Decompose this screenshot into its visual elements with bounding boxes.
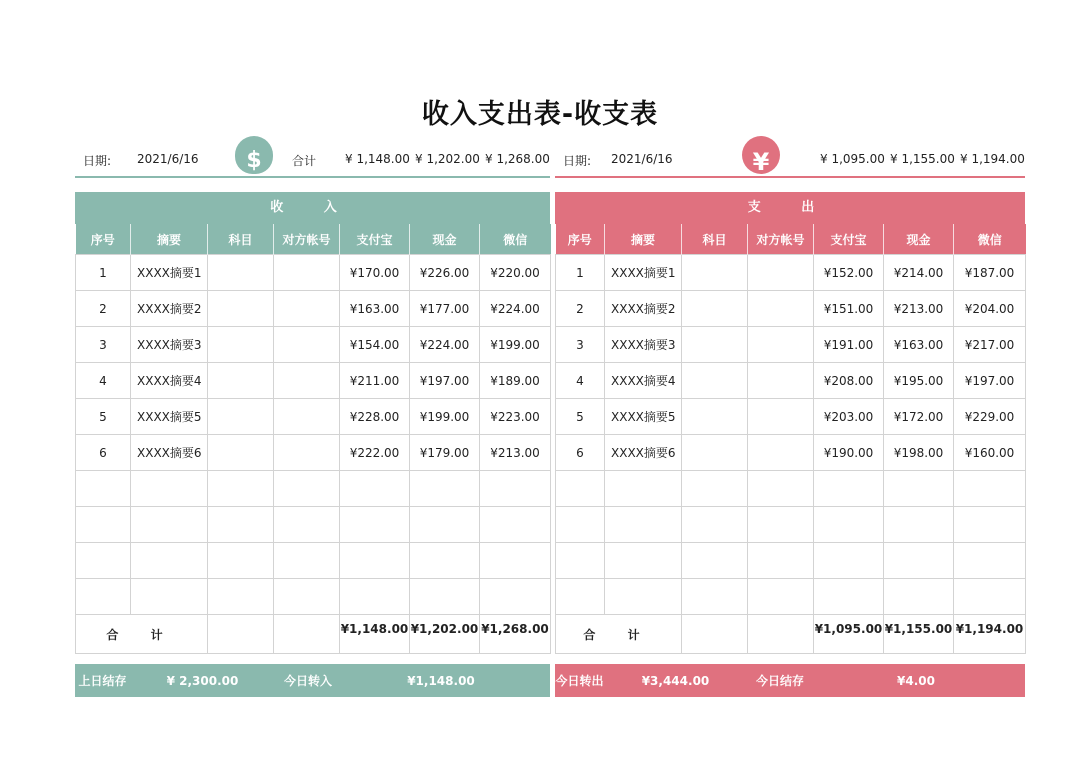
table-cell [274,435,340,471]
table-cell [748,435,814,471]
sum-label: 合 计 [76,615,208,654]
table-cell [814,507,884,543]
table-cell [605,579,682,615]
table-cell: ¥154.00 [340,327,410,363]
expense-divider [555,176,1025,178]
income-header-subject: 科目 [208,224,274,255]
table-cell: XXXX摘要2 [605,291,682,327]
table-cell: 1 [556,255,605,291]
page-title: 收入支出表-收支表 [421,99,659,130]
table-cell [605,543,682,579]
today-out-label: 今日转出 [555,674,604,688]
table-cell [274,327,340,363]
table-cell [556,507,605,543]
table-cell [340,471,410,507]
table-cell: 4 [76,363,131,399]
table-cell: ¥152.00 [814,255,884,291]
table-cell: ¥170.00 [340,255,410,291]
table-cell: ¥151.00 [814,291,884,327]
table-cell: ¥163.00 [340,291,410,327]
table-cell [748,291,814,327]
expense-date: 2021/6/16 [611,152,673,166]
table-cell: 3 [76,327,131,363]
table-row [76,327,551,363]
table-row [556,579,1026,615]
table-cell [682,507,748,543]
table-cell [208,435,274,471]
sum-row [556,615,1026,654]
table-cell [954,471,1026,507]
table-cell: 3 [556,327,605,363]
table-cell: ¥224.00 [410,327,480,363]
table-cell [340,579,410,615]
table-cell: ¥226.00 [410,255,480,291]
income-band: 收 入 [75,192,550,224]
table-cell: ¥211.00 [340,363,410,399]
today-balance-value: ¥4.00 [897,673,935,688]
table-row [76,291,551,327]
income-total-alipay: ¥ 1,148.00 [345,152,410,166]
table-cell: 2 [556,291,605,327]
table-cell [480,543,551,579]
table-cell [748,471,814,507]
table-cell [814,579,884,615]
table-cell: XXXX摘要5 [605,399,682,435]
table-cell: ¥191.00 [814,327,884,363]
sum-row [76,615,551,654]
table-row [76,435,551,471]
income-header-no: 序号 [76,224,131,255]
table-row [76,399,551,435]
income-table [75,224,551,654]
table-cell: ¥189.00 [480,363,551,399]
table-cell [274,255,340,291]
table-cell [884,471,954,507]
table-row [556,507,1026,543]
table-cell [884,507,954,543]
table-cell [682,363,748,399]
table-cell [480,471,551,507]
expense-date-label: 日期: [563,154,592,168]
table-cell [208,327,274,363]
sum-value: ¥1,155.00 [884,615,954,654]
table-cell [682,543,748,579]
yen-glyph: ¥ [752,148,770,176]
table-cell [556,579,605,615]
table-cell: XXXX摘要1 [131,255,208,291]
expense-header-account: 对方帐号 [748,224,814,255]
income-header-wechat: 微信 [503,232,528,247]
table-cell: 6 [556,435,605,471]
table-cell: 6 [76,435,131,471]
expense-section [555,140,1025,654]
table-cell: ¥229.00 [954,399,1026,435]
income-divider [75,176,550,178]
table-cell [208,579,274,615]
table-cell [748,507,814,543]
income-total-wechat: ¥ 1,268.00 [485,152,550,166]
today-in-value: ¥1,148.00 [407,673,475,688]
table-cell: XXXX摘要4 [605,363,682,399]
table-cell [748,327,814,363]
sum-value: ¥1,268.00 [480,615,551,654]
table-cell: ¥203.00 [814,399,884,435]
table-cell [682,579,748,615]
table-cell [274,363,340,399]
table-cell: ¥197.00 [410,363,480,399]
table-cell [208,363,274,399]
expense-total-alipay: ¥ 1,095.00 [820,152,885,166]
sum-value: ¥1,095.00 [814,615,884,654]
income-footer [75,664,550,697]
expense-header-alipay: 支付宝 [814,224,884,255]
table-cell: ¥208.00 [814,363,884,399]
table-cell: ¥172.00 [884,399,954,435]
table-cell: 4 [556,363,605,399]
table-row [556,291,1026,327]
today-out-value: ¥3,444.00 [641,673,710,688]
table-row [76,363,551,399]
table-cell [274,291,340,327]
table-cell [76,543,131,579]
table-cell: ¥177.00 [410,291,480,327]
table-cell: ¥179.00 [410,435,480,471]
expense-header-summary: 摘要 [605,224,682,255]
income-header-cash: 现金 [410,224,480,255]
table-cell: ¥220.00 [480,255,551,291]
table-cell: ¥160.00 [954,435,1026,471]
table-row [76,579,551,615]
table-cell [954,507,1026,543]
table-cell: 5 [76,399,131,435]
table-cell [208,291,274,327]
table-cell: ¥187.00 [954,255,1026,291]
table-cell [274,543,340,579]
sum-empty-cell [748,615,814,654]
table-cell [208,471,274,507]
table-row [76,507,551,543]
table-cell [76,471,131,507]
table-cell: XXXX摘要2 [131,291,208,327]
table-cell: ¥213.00 [480,435,551,471]
table-cell: 2 [76,291,131,327]
money-bag-icon [235,136,273,174]
table-cell: ¥228.00 [340,399,410,435]
table-cell: 5 [556,399,605,435]
sum-empty-cell [682,615,748,654]
table-cell: ¥195.00 [884,363,954,399]
expense-body [556,255,1026,654]
income-total-cash: ¥ 1,202.00 [415,152,480,166]
table-cell: ¥198.00 [884,435,954,471]
table-cell: XXXX摘要5 [131,399,208,435]
table-cell: XXXX摘要6 [605,435,682,471]
sum-value: ¥1,202.00 [410,615,480,654]
table-row [556,363,1026,399]
table-cell [682,327,748,363]
income-header-alipay: 支付宝 [340,224,410,255]
table-cell: ¥224.00 [480,291,551,327]
table-row [76,543,551,579]
table-row [556,471,1026,507]
table-cell: XXXX摘要4 [131,363,208,399]
expense-header-cash: 现金 [884,224,954,255]
table-cell: ¥190.00 [814,435,884,471]
table-cell [131,579,208,615]
table-cell [131,471,208,507]
income-total-label: 合计 [292,154,317,168]
sum-value: ¥1,148.00 [340,615,410,654]
prev-balance-label: 上日结存 [78,673,127,688]
table-cell [131,543,208,579]
table-cell [274,579,340,615]
table-cell [76,507,131,543]
table-cell [954,543,1026,579]
income-header-row [76,224,551,255]
income-header-account: 对方帐号 [274,224,340,255]
table-cell: XXXX摘要1 [605,255,682,291]
expense-total-cash: ¥ 1,155.00 [890,152,955,166]
table-cell: 1 [76,255,131,291]
table-cell [76,579,131,615]
table-row [556,255,1026,291]
expense-band: 支 出 [555,192,1025,224]
table-row [556,327,1026,363]
table-cell: ¥204.00 [954,291,1026,327]
table-cell [814,471,884,507]
table-cell [208,255,274,291]
table-cell [682,399,748,435]
table-cell: ¥163.00 [884,327,954,363]
expense-table [555,224,1026,654]
expense-header-row [556,224,1026,255]
table-cell [748,543,814,579]
table-row [556,399,1026,435]
table-row [556,543,1026,579]
table-cell: ¥199.00 [410,399,480,435]
today-in-label: 今日转入 [283,674,332,688]
table-cell: ¥199.00 [480,327,551,363]
money-bag-glyph: $ [246,148,262,173]
table-cell [274,507,340,543]
income-date: 2021/6/16 [137,152,199,166]
table-row [556,435,1026,471]
table-cell [208,507,274,543]
table-cell [410,579,480,615]
table-cell [682,435,748,471]
table-cell [556,543,605,579]
table-cell: ¥217.00 [954,327,1026,363]
table-cell [954,579,1026,615]
expense-header-no: 序号 [556,224,605,255]
table-cell [682,471,748,507]
table-cell [682,255,748,291]
sum-empty-cell [274,615,340,654]
yen-icon [742,136,780,174]
table-cell: ¥214.00 [884,255,954,291]
table-row [76,471,551,507]
table-cell [605,507,682,543]
table-row [76,255,551,291]
table-cell [410,471,480,507]
table-cell [748,255,814,291]
expense-header-wechat: 微信 [977,232,1002,247]
table-cell [605,471,682,507]
table-cell [556,471,605,507]
expense-footer [555,664,1025,697]
table-cell [884,543,954,579]
expense-date-row [555,140,1025,176]
table-cell [208,543,274,579]
expense-total-wechat: ¥ 1,194.00 [960,152,1025,166]
table-cell [274,399,340,435]
prev-balance-value: ¥ 2,300.00 [166,673,239,688]
table-cell [748,399,814,435]
table-cell [884,579,954,615]
sum-label: 合 计 [556,615,682,654]
table-cell [814,543,884,579]
income-date-label: 日期: [83,154,112,168]
income-date-row [75,140,550,176]
income-header-summary: 摘要 [131,224,208,255]
table-cell [340,507,410,543]
income-section [75,140,550,654]
table-cell [480,507,551,543]
table-cell: XXXX摘要3 [605,327,682,363]
table-cell: ¥197.00 [954,363,1026,399]
table-cell: ¥223.00 [480,399,551,435]
table-cell: ¥222.00 [340,435,410,471]
table-cell [131,507,208,543]
table-cell [410,507,480,543]
table-cell [340,543,410,579]
sum-empty-cell [208,615,274,654]
sum-value: ¥1,194.00 [954,615,1026,654]
table-cell [480,579,551,615]
expense-header-subject: 科目 [682,224,748,255]
table-cell: XXXX摘要3 [131,327,208,363]
table-cell [682,291,748,327]
table-cell [410,543,480,579]
today-balance-label: 今日结存 [755,674,804,688]
table-cell [748,579,814,615]
table-cell [274,471,340,507]
table-cell [208,399,274,435]
table-cell [748,363,814,399]
table-cell: ¥213.00 [884,291,954,327]
table-cell: XXXX摘要6 [131,435,208,471]
income-body [76,255,551,654]
